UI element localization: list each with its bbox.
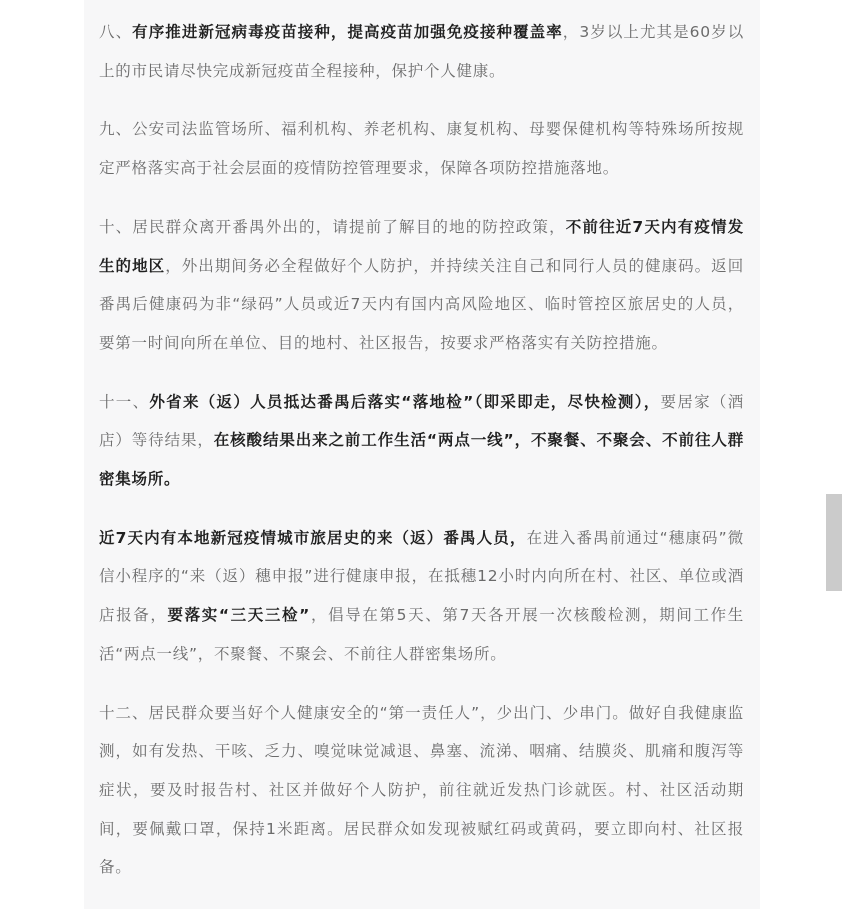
- paragraph-10-text-a: 十、居民群众离开番禺外出的，请提前了解目的地的防控政策，: [99, 217, 566, 236]
- paragraph-recent-travel-text-b: ，倡导在第5天、第7天各开展一次核酸检测，期间工作生活“两点一线”，不聚餐、不聚会、不前往人群密集场所。: [99, 606, 744, 663]
- paragraph-10-emphasis: 不前往近7天内有疫情发生的地区: [99, 217, 744, 275]
- paragraph-10-text-b: ，外出期间务必全程做好个人防护，并持续关注自己和同行人员的健康码。返回番禺后健康码为非“绿码”人员或近7天内有国内高风险地区、临时管控区旅居史的人员，要第一时间向所在单位、目的地村、社区报告，按要求严格落实有关防控措施。: [99, 256, 744, 352]
- paragraph-recent-travel-text-a: 在进入番禺前通过“穗康码”微信小程序的“来（返）穗申报”进行健康申报，在抵穗12小时内向所在村、社区、单位或酒店报备，: [99, 528, 745, 625]
- paragraph-12-text: 十二、居民群众要当好个人健康安全的“第一责任人”，少出门、少串门。做好自我健康监测，如有发热、干咳、乏力、嗅觉味觉减退、鼻塞、流涕、咽痛、结膜炎、肌痛和腹泻等症状，要及时报告村、社区并做好个人防护，前往就近发热门诊就医。村、社区活动期间，要佩戴口罩，保持1米距离。居民群众如发现被赋红码或黄码，要立即向村、社区报备。: [99, 703, 744, 877]
- paragraph-11-prefix: 十一、: [99, 392, 150, 411]
- paragraph-11: [99, 383, 744, 499]
- paragraph-10: [99, 208, 744, 363]
- paragraph-8-prefix: 八、: [99, 23, 133, 41]
- scrollbar-thumb[interactable]: [826, 494, 842, 591]
- paragraph-12: [99, 694, 744, 888]
- paragraph-9: [99, 110, 744, 187]
- paragraph-recent-travel-emphasis-b: 要落实“三天三检”: [167, 606, 311, 625]
- paragraph-8-text: ，3岁以上尤其是60岁以上的市民请尽快完成新冠疫苗全程接种，保护个人健康。: [99, 23, 744, 80]
- paragraph-8-emphasis: 有序推进新冠病毒疫苗接种，提高疫苗加强免疫接种覆盖率: [132, 23, 563, 41]
- paragraph-recent-travel-emphasis-a: 近7天内有本地新冠疫情城市旅居史的来（返）番禺人员，: [99, 528, 527, 547]
- paragraph-9-text: 九、公安司法监管场所、福利机构、养老机构、康复机构、母婴保健机构等特殊场所按规定严格落实高于社会层面的疫情防控管理要求，保障各项防控措施落地。: [99, 120, 744, 178]
- article-body: [84, 0, 760, 909]
- paragraph-11-text: 要居家（酒店）等待结果，: [99, 392, 744, 450]
- paragraph-11-emphasis-a: 外省来（返）人员抵达番禺后落实“落地检”（即采即走，尽快检测），: [149, 392, 661, 411]
- paragraph-8: [99, 13, 744, 90]
- vertical-scrollbar[interactable]: [824, 0, 842, 909]
- paragraph-11-emphasis-b: 在核酸结果出来之前工作生活“两点一线”，不聚餐、不聚会、不前往人群密集场所。: [99, 431, 744, 489]
- paragraph-recent-travel: [99, 519, 744, 674]
